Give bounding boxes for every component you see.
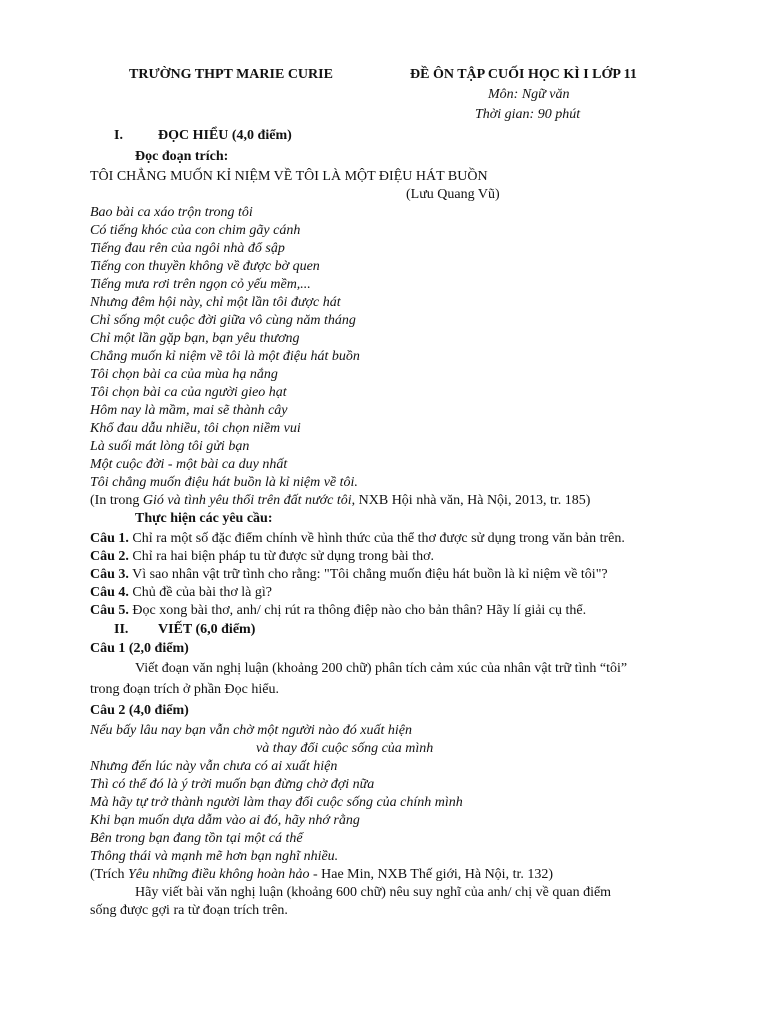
- writing-q1-text: Viết đoạn văn nghị luận (khoảng 200 chữ) phân tích cảm xúc của nhân vật trữ tình “tôi”: [135, 661, 628, 676]
- question-text: Chỉ ra một số đặc điểm chính về hình thức của thể thơ được sử dụng trong văn bản trên.: [128, 531, 625, 546]
- source-suffix: , NXB Hội nhà văn, Hà Nội, 2013, tr. 185): [351, 493, 591, 508]
- question-label: Câu 2.: [90, 549, 129, 564]
- writing-q2-task: Hãy viết bài văn nghị luận (khoảng 600 chữ) nêu suy nghĩ của anh/ chị về quan điểm: [135, 885, 612, 900]
- source-suffix: - Hae Min, NXB Thế giới, Hà Nội, tr. 132): [309, 867, 554, 882]
- poem-line: Chẳng muốn kỉ niệm về tôi là một điệu hát buồn: [90, 349, 360, 364]
- question-text: Chủ đề của bài thơ là gì?: [128, 585, 272, 600]
- poem-line: Tôi chọn bài ca của mùa hạ nắng: [90, 367, 278, 382]
- question-text: Vì sao nhân vật trữ tình cho rằng: "Tôi chẳng muốn điệu hát buồn là kỉ niệm về tôi"?: [128, 567, 608, 582]
- section1-title: ĐỌC HIỂU (4,0 điểm): [158, 128, 292, 143]
- exam-time: Thời gian: 90 phút: [475, 107, 581, 122]
- quote-line: và thay đổi cuộc sống của mình: [256, 741, 434, 756]
- poem-line: Có tiếng khóc của con chim gãy cánh: [90, 223, 301, 238]
- poem-line: Chỉ một lần gặp bạn, bạn yêu thương: [90, 331, 300, 346]
- section2-title: VIẾT (6,0 điểm): [158, 622, 256, 637]
- writing-q1-title: Câu 1 (2,0 điểm): [90, 641, 189, 656]
- poem-line: Là suối mát lòng tôi gửi bạn: [90, 439, 250, 454]
- school-name: TRƯỜNG THPT MARIE CURIE: [129, 67, 333, 82]
- writing-q1-text-cont: trong đoạn trích ở phần Đọc hiểu.: [90, 682, 279, 697]
- tasks-title: Thực hiện các yêu cầu:: [135, 511, 273, 526]
- question-5: [90, 602, 586, 620]
- question-2: [90, 548, 434, 566]
- exam-title: ĐỀ ÔN TẬP CUỐI HỌC KÌ I LỚP 11: [410, 67, 637, 82]
- poem-line: Nhưng đêm hội này, chỉ một lần tôi được hát: [90, 295, 341, 310]
- reading-intro: Đọc đoạn trích:: [135, 149, 229, 164]
- question-3: [90, 566, 608, 584]
- quote-line: Nhưng đến lúc này vẫn chưa có ai xuất hiện: [90, 759, 338, 774]
- poem-line: Chỉ sống một cuộc đời giữa vô cùng năm tháng: [90, 313, 356, 328]
- source-prefix: (In trong: [90, 493, 143, 508]
- quote-line: Bên trong bạn đang tồn tại một cá thể: [90, 831, 303, 846]
- section1-numeral: I.: [114, 128, 123, 143]
- source-book-title: Gió và tình yêu thổi trên đất nước tôi: [142, 493, 352, 508]
- source-book-title: Yêu những điều không hoàn hảo: [128, 867, 310, 882]
- question-text: Đọc xong bài thơ, anh/ chị rút ra thông điệp nào cho bản thân? Hãy lí giải cụ thể.: [128, 603, 587, 618]
- question-text: Chỉ ra hai biện pháp tu từ được sử dụng trong bài thơ.: [128, 549, 434, 564]
- source-prefix: (Trích: [90, 867, 128, 882]
- poem-line: Bao bài ca xáo trộn trong tôi: [90, 205, 253, 220]
- quote-source: [90, 866, 553, 884]
- quote-line: Thì có thể đó là ý trời muốn bạn đừng chờ đợi nữa: [90, 777, 375, 792]
- question-4: [90, 584, 272, 602]
- poem-line: Hôm nay là mầm, mai sẽ thành cây: [90, 403, 288, 418]
- question-label: Câu 1.: [90, 531, 129, 546]
- poem-line: Khổ đau dẫu nhiều, tôi chọn niềm vui: [90, 421, 301, 436]
- poem-line: Một cuộc đời - một bài ca duy nhất: [90, 457, 288, 472]
- poem-line: Tôi chọn bài ca của người gieo hạt: [90, 385, 287, 400]
- poem-line: Tiếng con thuyền không về được bờ quen: [90, 259, 320, 274]
- question-1: [90, 530, 625, 548]
- writing-q2-title: Câu 2 (4,0 điểm): [90, 703, 189, 718]
- poem-author: (Lưu Quang Vũ): [406, 187, 500, 202]
- quote-line: Mà hãy tự trở thành người làm thay đổi cuộc sống của chính mình: [90, 795, 463, 810]
- poem-title: TÔI CHẲNG MUỐN KỈ NIỆM VỀ TÔI LÀ MỘT ĐIỆU HÁT BUỒN: [90, 169, 488, 184]
- question-label: Câu 4.: [90, 585, 129, 600]
- writing-q2-task-cont: sống được gợi ra từ đoạn trích trên.: [90, 903, 288, 918]
- question-label: Câu 5.: [90, 603, 129, 618]
- subject: Môn: Ngữ văn: [488, 87, 570, 102]
- quote-line: Thông thái và mạnh mẽ hơn bạn nghĩ nhiều.: [90, 849, 339, 864]
- quote-line: Nếu bấy lâu nay bạn vẫn chờ một người nào đó xuất hiện: [90, 723, 412, 738]
- question-label: Câu 3.: [90, 567, 129, 582]
- poem-source: [90, 492, 590, 510]
- quote-line: Khi bạn muốn dựa dẫm vào ai đó, hãy nhớ rằng: [90, 813, 360, 828]
- poem-line: Tiếng đau rên của ngôi nhà đổ sập: [90, 241, 285, 256]
- poem-line: Tôi chẳng muốn điệu hát buồn là kỉ niệm về tôi.: [90, 475, 358, 490]
- poem-line: Tiếng mưa rơi trên ngọn cỏ yếu mềm,...: [90, 277, 311, 292]
- section2-numeral: II.: [114, 622, 129, 637]
